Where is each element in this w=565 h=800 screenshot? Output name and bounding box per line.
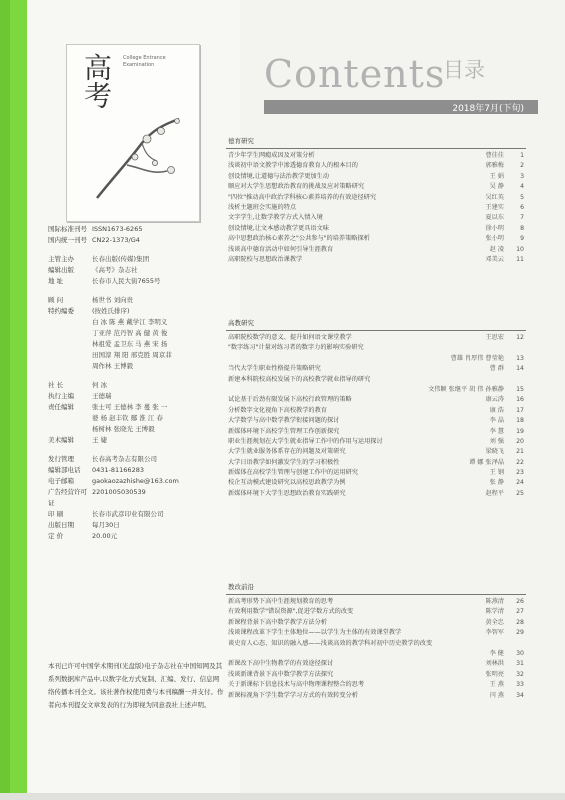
info-row <box>48 487 232 509</box>
info-label: 国内统一刊号 <box>48 236 87 244</box>
toc-entry-author: 王 娟 <box>489 172 504 180</box>
toc-entry-title: 大学生就业服务体系存在的问题及对策研究 <box>228 448 346 456</box>
toc-entry-title: 新高考形势下高中生涯规划教育的思考 <box>228 598 334 605</box>
toc-entry[interactable] <box>226 659 526 669</box>
toc-entry[interactable] <box>226 680 526 690</box>
info-value: 2201005030539 <box>92 488 146 496</box>
toc-entry-title: 高职院校数学的意义、提升如何语文课堂教学 <box>228 334 352 341</box>
toc-entry-title: 浅谈初中语文教学中渗透德育教育人的根本目的 <box>228 162 358 170</box>
toc-entry[interactable] <box>226 364 526 374</box>
toc-entry[interactable] <box>226 255 526 265</box>
info-row <box>48 339 232 350</box>
toc-entry-author: 张 静 <box>489 479 504 487</box>
toc-entry-page: 7 <box>520 214 524 222</box>
toc-entry-title: 谈史育人心态、知识的融入感——浅谈高效的教学科对初中历史教学的改变 <box>228 639 433 647</box>
toc-entry-title: 高职院校与思想政治课教学 <box>228 255 303 263</box>
toc-entry-author: 陈学清 <box>485 608 504 616</box>
info-value: gaokaozazhishe@163.com <box>92 477 179 485</box>
toc-entry-author: 谭 娜 张泽晶 <box>469 458 504 466</box>
toc-entry-page: 18 <box>516 417 524 425</box>
info-spacer <box>48 446 232 454</box>
info-spacer <box>48 287 232 295</box>
toc-entry-author: 赵程平 <box>485 489 504 497</box>
toc-entry-title: 新媒体环境下大学生思想政治教育实践研究 <box>228 489 346 497</box>
toc-entry-author: 文伟颖 张继平 胡 伟 孙雅静 <box>428 385 504 393</box>
toc-entry[interactable] <box>226 375 526 385</box>
toc-entry-title: 文字学生,让数学教学方式入情入境 <box>228 214 323 222</box>
toc-entry-page: 9 <box>520 235 524 243</box>
info-label: 社 长 <box>48 381 64 389</box>
toc-entry-author: 李 慧 <box>489 427 504 435</box>
info-value: 林祖爱 孟卫东 马 燕 宋 扬 <box>92 340 168 348</box>
toc-entry-page: 12 <box>516 334 524 341</box>
info-row <box>48 435 232 446</box>
toc-entry[interactable] <box>226 649 526 659</box>
info-value: 20.00元 <box>92 532 118 540</box>
info-label: 定 价 <box>48 532 64 540</box>
toc-entry-page: 2 <box>520 162 524 170</box>
info-value: 长春市人民大街7655号 <box>92 277 161 285</box>
info-label: 特约编委 <box>48 307 74 315</box>
section-moral-education <box>226 136 526 265</box>
toc-entry-page: 16 <box>516 396 524 404</box>
info-row <box>48 295 232 306</box>
toc-entry-page: 31 <box>516 660 524 668</box>
toc-entry-author: 王建实 <box>485 203 504 211</box>
info-label <box>48 328 92 339</box>
toc-entry-title: 顺应对大学生思想政治教育的挑战及应对策略研究 <box>228 183 365 191</box>
toc-entry-author: 康 浩 <box>489 406 504 414</box>
info-label: 出版日期 <box>48 521 74 529</box>
toc-entry-title: "四位"推动高中政治学科核心素养培养的有效途径研究 <box>228 193 377 201</box>
info-row <box>48 424 232 435</box>
info-value: 田国淳 翔 阳 邢克胜 周京菲 <box>92 351 172 359</box>
info-value: (按姓氏排序) <box>92 307 130 315</box>
toc-entry-author: 李 晶 <box>489 417 504 425</box>
info-row <box>48 402 232 413</box>
info-label: 广告经营许可证 <box>48 488 87 507</box>
toc-entry-page: 34 <box>516 691 524 699</box>
info-row <box>48 328 232 339</box>
toc-entry[interactable] <box>226 354 526 364</box>
toc-entry[interactable] <box>226 245 526 255</box>
info-value: 婆 杨 赵丰钦 鄢 淮 江 春 <box>92 414 163 422</box>
info-value: 0431-81166283 <box>92 466 144 474</box>
toc-entry[interactable] <box>226 489 526 499</box>
toc-entry-page: 3 <box>520 172 524 180</box>
toc-entry-author: 刘 强 <box>489 437 504 445</box>
toc-entry-title: 浅析主题班会实施的特点 <box>228 203 297 211</box>
toc-entry-title: 分析数字文化视角下高校教学的教育 <box>228 406 327 414</box>
toc-entry-title: 有效利用数学"错误资源",促进学数方式的改变 <box>228 608 354 616</box>
toc-entry-author: 刘林洪 <box>485 660 504 668</box>
toc-entry-author: 张小明 <box>485 235 504 243</box>
toc-entry-title: 校企互动模式建设研究以高校思政教学为例 <box>228 479 346 487</box>
toc-entry-page: 26 <box>516 598 524 605</box>
toc-entry[interactable] <box>226 639 526 649</box>
toc-entry[interactable] <box>226 618 526 628</box>
toc-entry-author: 郭雅梅 <box>485 162 504 170</box>
toc-entry-author: 王 燕 <box>489 681 504 689</box>
toc-entry-page: 22 <box>516 458 524 466</box>
toc-entry-author: 王思宏 <box>485 334 504 341</box>
toc-entry-title: 浅谈课程改革下学生主体地位——以学生为主体的有效课堂教学 <box>228 629 402 637</box>
toc-entry-title: 大学数学与高中数学教学衔接问题的探讨 <box>228 417 340 425</box>
toc-entry-author: 邓美云 <box>485 255 504 263</box>
toc-entry-title: 新建本科院校高校发展下的高校教学就业指导的研究 <box>228 375 371 383</box>
toc-entry[interactable] <box>226 427 526 437</box>
info-value: 周作林 王博毅 <box>92 362 134 370</box>
toc-entry-title: 关于新课标下信息技术与高中物理课程整合的思考 <box>228 681 365 689</box>
toc-entry-title: 高中思想政治核心素养之"公共参与"的培养策略探析 <box>228 235 370 243</box>
info-row <box>48 350 232 361</box>
info-row <box>48 476 232 487</box>
toc-entry-page: 23 <box>516 469 524 477</box>
toc-entry[interactable] <box>226 468 526 478</box>
info-label: 顾 问 <box>48 296 64 304</box>
toc-entry[interactable] <box>226 670 526 680</box>
info-row <box>48 465 232 476</box>
toc-entry-title: 新课程背景下高中数学教学方法分析 <box>228 618 327 626</box>
info-value: 《高考》杂志社 <box>92 266 138 274</box>
toc-entry-title: 创设情境,让文本感动教学更具语文味 <box>228 224 329 232</box>
toc-entry-page: 6 <box>520 203 524 211</box>
info-value: 丁亚萍 范丹智 高 健 黄 俊 <box>92 329 168 337</box>
info-label <box>48 339 92 350</box>
toc-entry-page: 21 <box>516 448 524 456</box>
toc-entry[interactable] <box>226 161 526 171</box>
toc-entry-title: 当代大学生职业性格提升策略研究 <box>228 365 321 373</box>
info-label <box>48 317 92 328</box>
toc-entry[interactable] <box>226 437 526 447</box>
info-row <box>48 317 232 328</box>
toc-entry-author: 夏以东 <box>485 214 504 222</box>
info-label: 国际标准刊号 <box>48 225 87 233</box>
toc-entry-page: 29 <box>516 629 524 637</box>
info-value: CN22-1373/G4 <box>92 236 140 244</box>
toc-entry-author: 康云涛 <box>485 396 504 404</box>
toc-entry-author: 黄全忠 <box>485 618 504 626</box>
toc-entry[interactable] <box>226 478 526 488</box>
toc-entry-author: 陈燕清 <box>485 598 504 605</box>
toc-entry[interactable] <box>226 416 526 426</box>
plum-branch-illustration <box>87 113 187 203</box>
toc-entry[interactable] <box>226 224 526 234</box>
issue-date-bar <box>264 100 538 114</box>
info-row <box>48 224 232 235</box>
info-label: 执行主编 <box>48 392 74 400</box>
toc-entry-author: 赵 凌 <box>489 245 504 253</box>
info-row <box>48 520 232 531</box>
info-label: 美术编辑 <box>48 436 74 444</box>
binding-strip <box>0 0 27 800</box>
info-label: 印 刷 <box>48 510 64 518</box>
toc-entry[interactable] <box>226 172 526 182</box>
info-row <box>48 454 232 465</box>
toc-entry[interactable] <box>226 597 526 607</box>
info-row <box>48 276 232 287</box>
section-higher-education <box>226 318 526 499</box>
info-label: 责任编辑 <box>48 403 74 411</box>
toc-entry-page: 15 <box>516 385 524 393</box>
toc-entry[interactable] <box>226 343 526 353</box>
info-value: 王德瑞 <box>92 392 112 400</box>
toc-entry-author: 曹雄 肖厚伟 曹莹艳 <box>450 354 504 362</box>
info-label: 编辑部电话 <box>48 466 81 474</box>
toc-entry-author: 吴 静 <box>489 183 504 191</box>
toc-entry-page: 32 <box>516 670 524 678</box>
toc-entry-page: 13 <box>516 354 524 362</box>
toc-entry[interactable] <box>226 213 526 223</box>
info-row <box>48 413 232 424</box>
info-label: 发行管理 <box>48 455 74 463</box>
info-row <box>48 235 232 246</box>
toc-entry-author: 吴红英 <box>485 193 504 201</box>
toc-entry-author: 曹 群 <box>489 365 504 373</box>
toc-entry-page: 20 <box>516 437 524 445</box>
toc-entry-author: 李 健 <box>489 649 504 657</box>
info-value: ISSN1673-6265 <box>92 225 143 233</box>
toc-entry-author: 王 钢 <box>489 469 504 477</box>
info-value: 杨树林 张晓光 王博毅 <box>92 425 155 433</box>
issue-date: 2018年7月(下旬) <box>452 104 524 114</box>
toc-entry[interactable] <box>226 333 526 343</box>
section-teaching-reform <box>226 582 526 701</box>
toc-entry-page: 28 <box>516 618 524 626</box>
info-value: 每月30日 <box>92 521 120 529</box>
toc-entry-page: 14 <box>516 365 524 373</box>
toc-entry-title: 新课改下高中生物教学的有效途径探讨 <box>228 660 334 668</box>
info-row <box>48 531 232 542</box>
toc-entry[interactable] <box>226 691 526 701</box>
copyright-notice: 本刊已许可中国学术期刊(光盘版)电子杂志社在中国知网及其系列数据库产品中,以数字化方式复制、汇编、发行、信息网络传播本刊全文。该社著作权使用费与本刊稿酬一并支付。作者向本刊提交文章发表的行为即视为同意我社上述声明。 <box>48 662 224 709</box>
toc-entry[interactable] <box>226 628 526 638</box>
toc-entry-page: 27 <box>516 608 524 616</box>
toc-entry-page: 5 <box>520 193 524 201</box>
cover-title: 高考 <box>80 53 113 109</box>
info-value: 长春高考杂志有限公司 <box>92 455 157 463</box>
toc-entry-title: 新课标视角下学生数学学习方式的有效转变分析 <box>228 691 358 699</box>
info-label <box>48 424 92 435</box>
toc-entry-author: 张明亮 <box>485 670 504 678</box>
toc-entry-title: 大学日语教学如何激发学生的学习积极性 <box>228 458 340 466</box>
contents-title: Contents <box>264 52 446 96</box>
scan-edge <box>0 793 565 800</box>
toc-entry-page: 10 <box>516 245 524 253</box>
toc-entry[interactable] <box>226 607 526 617</box>
info-value: 张士可 王德林 李 蔓 张 一 <box>92 403 168 411</box>
section-heading <box>226 318 526 331</box>
info-label: 电子邮箱 <box>48 477 74 485</box>
info-value: 何 冰 <box>92 381 108 389</box>
info-value: 杨世书 刘向贵 <box>92 296 134 304</box>
toc-entry-title: 新媒体环境下高校学生管理工作创新探究 <box>228 427 340 435</box>
info-label <box>48 361 92 372</box>
toc-entry[interactable] <box>226 385 526 395</box>
info-row <box>48 509 232 520</box>
toc-entry-author: 李智军 <box>485 629 504 637</box>
cover-image <box>66 44 200 222</box>
section-title: 高教研究 <box>228 319 254 327</box>
info-label: 地 址 <box>48 277 64 285</box>
toc-entry-title: 试论基于后劲有限发展下高校行政管理的策略 <box>228 396 352 404</box>
publication-info <box>48 224 232 542</box>
info-row <box>48 380 232 391</box>
info-row <box>48 306 232 317</box>
toc-entry[interactable] <box>226 203 526 213</box>
binding-shadow <box>0 0 10 800</box>
toc-entry-page: 17 <box>516 406 524 414</box>
toc-entry-page: 8 <box>520 224 524 232</box>
toc-entry-page: 33 <box>516 681 524 689</box>
section-heading <box>226 582 526 595</box>
toc-entry[interactable] <box>226 406 526 416</box>
toc-entry-page: 24 <box>516 479 524 487</box>
info-label <box>48 350 92 361</box>
info-value: 长春出版(传媒)集团 <box>92 255 150 263</box>
toc-entry-author: 曹佳佳 <box>485 152 504 159</box>
toc-entry-title: "数字练习"计量对练习者的数字力的影响实验研究 <box>228 344 364 352</box>
toc-entry-title: 职业生涯规划在大学生就业指导工作中的作用与运用探讨 <box>228 437 383 445</box>
toc-entry-page: 4 <box>520 183 524 191</box>
toc-entry-author: 徐小明 <box>485 224 504 232</box>
toc-entry-author: 梁晓飞 <box>485 448 504 456</box>
info-label <box>48 413 92 424</box>
toc-entry-title: 浅谈高中德育活动中如何引导生涯教育 <box>228 245 334 253</box>
toc-entry-page: 1 <box>520 152 524 159</box>
toc-entry-page: 11 <box>516 255 524 263</box>
info-value: 白 冰 陈 燕 戴学江 李明义 <box>92 318 168 326</box>
info-label: 编辑出版 <box>48 266 74 274</box>
toc-entry-author: 闫 燕 <box>489 691 504 699</box>
section-title: 德育研究 <box>228 137 254 145</box>
toc-entry-page: 19 <box>516 427 524 435</box>
section-heading <box>226 136 526 149</box>
info-row <box>48 391 232 402</box>
info-spacer <box>48 246 232 254</box>
toc-entry-title: 浅谈新课背景下高中数学教学方法探究 <box>228 670 334 678</box>
toc-entry-title: 创设情境,让道德与法治教学更加生动 <box>228 172 329 180</box>
toc-entry[interactable] <box>226 447 526 457</box>
info-row <box>48 265 232 276</box>
toc-entry[interactable] <box>226 458 526 468</box>
toc-entry[interactable] <box>226 182 526 192</box>
info-value: 王 婕 <box>92 436 108 444</box>
toc-entry-page: 25 <box>516 489 524 497</box>
contents-title-cn: 目录 <box>443 58 485 82</box>
toc-entry-title: 青少年学生网瘾成因及对策分析 <box>228 152 315 159</box>
toc-entry[interactable] <box>226 193 526 203</box>
toc-entry-page: 30 <box>516 649 524 657</box>
info-value: 长春市武彦印业有限公司 <box>92 510 164 518</box>
info-spacer <box>48 372 232 380</box>
info-label: 主管主办 <box>48 255 74 263</box>
toc-entry[interactable] <box>226 151 526 161</box>
toc-entry[interactable] <box>226 234 526 244</box>
toc-entry[interactable] <box>226 395 526 405</box>
info-row <box>48 361 232 372</box>
cover-subtitle: College Entrance Examination <box>123 55 166 68</box>
info-row <box>48 254 232 265</box>
toc-entry-title: 新媒体在高校学生管理与创建工作中的运用研究 <box>228 469 358 477</box>
section-title: 教改前沿 <box>228 583 254 591</box>
